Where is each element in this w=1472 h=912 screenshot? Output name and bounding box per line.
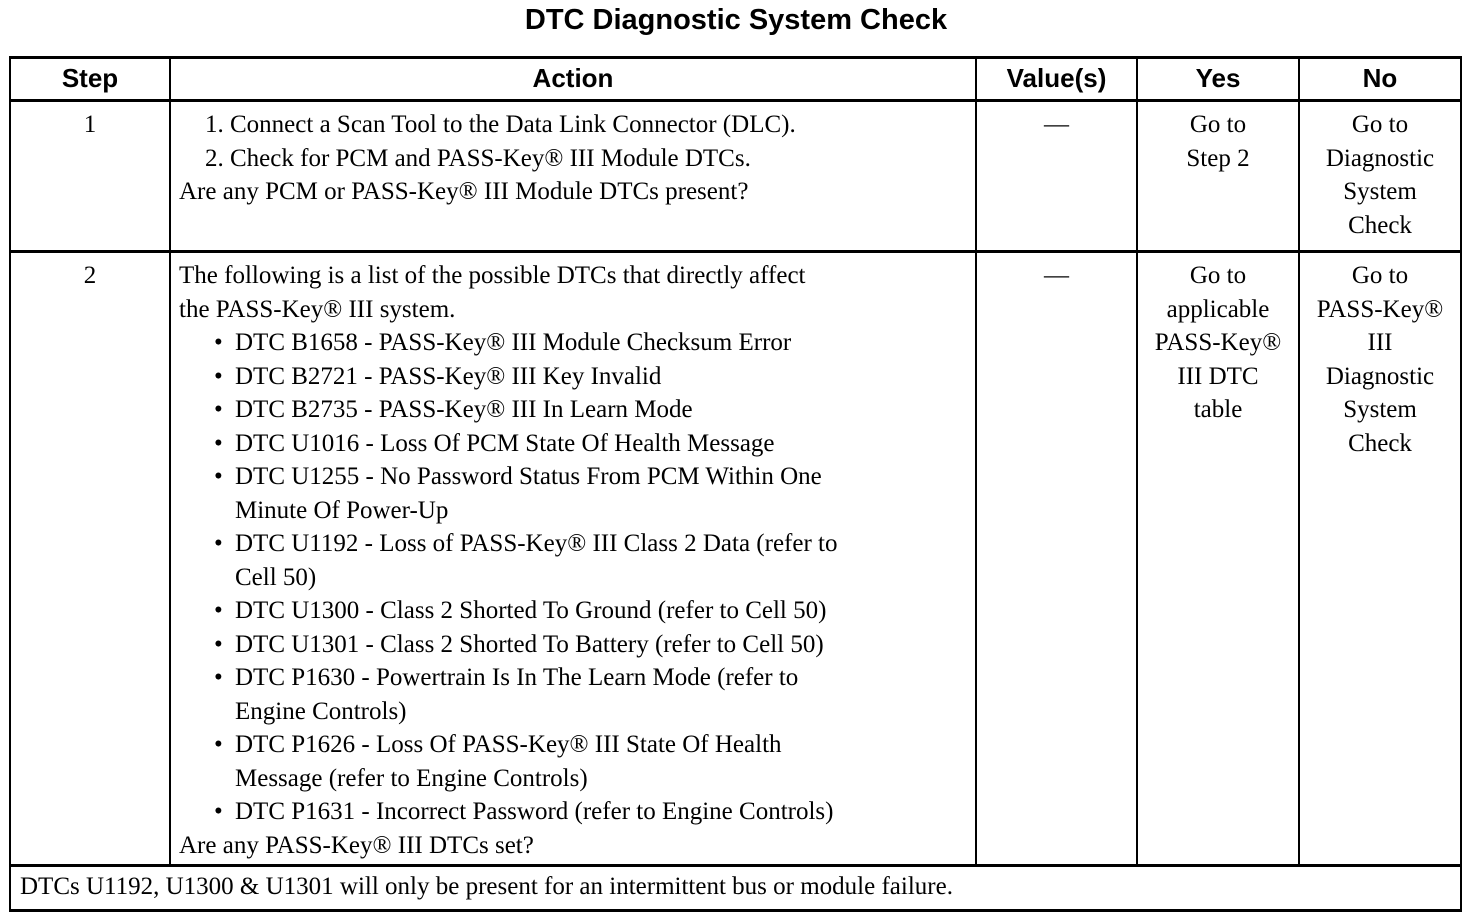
- bullet-icon: •: [214, 731, 223, 758]
- action-question: Are any PASS-Key® III DTCs set?: [179, 831, 534, 859]
- list-item: • DTC U1255 - No Password Status From PCM Within One Minute Of Power-Up: [179, 460, 965, 527]
- action-item: 1. Connect a Scan Tool to the Data Link Connector (DLC).: [205, 111, 796, 138]
- list-item: • DTC B2721 - PASS-Key® III Key Invalid: [179, 360, 965, 394]
- header-step: Step: [10, 58, 170, 101]
- no-line: Check: [1348, 429, 1412, 457]
- yes-line: PASS-Key®: [1154, 329, 1282, 356]
- bullet-icon: •: [214, 664, 223, 691]
- action-intro: The following is a list of the possible DTCs that directly affect: [179, 262, 806, 289]
- header-values: Value(s): [976, 58, 1137, 101]
- value-cell: —: [976, 101, 1137, 252]
- no-line: Diagnostic: [1325, 362, 1435, 390]
- yes-line: III DTC: [1177, 362, 1259, 390]
- bullet-icon: •: [214, 429, 223, 457]
- page-title: DTC Diagnostic System Check: [524, 4, 948, 36]
- no-cell: [1299, 101, 1461, 252]
- list-item: • DTC U1192 - Loss of PASS-Key® III Class 2 Data (refer to Cell 50): [179, 527, 965, 594]
- bullet-icon: •: [214, 630, 223, 658]
- no-line: System: [1343, 178, 1417, 205]
- bullet-icon: •: [214, 597, 223, 624]
- dtc-list: [179, 326, 965, 829]
- yes-cell: [1137, 252, 1299, 866]
- header-action: Action: [170, 58, 976, 101]
- table-note: DTCs U1192, U1300 & U1301 will only be present for an intermittent bus or module failure.: [10, 866, 1461, 911]
- yes-line: Go to: [1189, 262, 1247, 289]
- bullet-icon: •: [214, 530, 223, 557]
- list-item: • DTC P1630 - Powertrain Is In The Learn Mode (refer to Engine Controls): [179, 661, 965, 728]
- value-cell: —: [976, 252, 1137, 866]
- list-item: • DTC B2735 - PASS-Key® III In Learn Mode: [179, 393, 965, 427]
- list-item: • DTC B1658 - PASS-Key® III Module Checksum Error: [179, 326, 965, 360]
- list-item: • DTC U1301 - Class 2 Shorted To Battery (refer to Cell 50): [179, 628, 965, 662]
- table-note-row: [10, 866, 1461, 911]
- header-no: No: [1299, 58, 1461, 101]
- yes-line: Step 2: [1186, 144, 1250, 172]
- header-row: [10, 58, 1461, 101]
- no-line: Check: [1348, 211, 1412, 239]
- list-item: • DTC P1626 - Loss Of PASS-Key® III State Of Health Message (refer to Engine Controls): [179, 728, 965, 795]
- step-number: 2: [10, 252, 170, 866]
- action-item: 2. Check for PCM and PASS-Key® III Module DTCs.: [205, 144, 751, 172]
- list-item: • DTC P1631 - Incorrect Password (refer to Engine Controls): [179, 795, 965, 829]
- action-question: Are any PCM or PASS-Key® III Module DTCs present?: [179, 178, 749, 205]
- list-item: • DTC U1016 - Loss Of PCM State Of Health Message: [179, 427, 965, 461]
- no-line: Diagnostic: [1325, 144, 1435, 172]
- diagnostic-table: [9, 56, 1462, 912]
- no-cell: [1299, 252, 1461, 866]
- yes-cell: [1137, 101, 1299, 252]
- action-intro: the PASS-Key® III system.: [179, 295, 456, 323]
- yes-line: table: [1193, 396, 1243, 423]
- table-row-step-1: [10, 101, 1461, 252]
- no-line: Go to: [1351, 262, 1409, 289]
- bullet-icon: •: [214, 329, 223, 356]
- step-number: 1: [10, 101, 170, 252]
- action-cell: [170, 252, 976, 866]
- bullet-icon: •: [214, 798, 223, 825]
- bullet-icon: •: [214, 362, 223, 390]
- bullet-icon: •: [214, 396, 223, 423]
- no-line: III: [1367, 329, 1393, 356]
- action-cell: [170, 101, 976, 252]
- table-row-step-2: [10, 252, 1461, 866]
- no-line: PASS-Key®: [1316, 295, 1444, 323]
- no-line: System: [1343, 396, 1417, 423]
- yes-line: Go to: [1189, 111, 1247, 138]
- no-line: Go to: [1351, 111, 1409, 138]
- yes-line: applicable: [1166, 295, 1270, 323]
- list-item: • DTC U1300 - Class 2 Shorted To Ground (refer to Cell 50): [179, 594, 965, 628]
- bullet-icon: •: [214, 463, 223, 490]
- header-yes: Yes: [1137, 58, 1299, 101]
